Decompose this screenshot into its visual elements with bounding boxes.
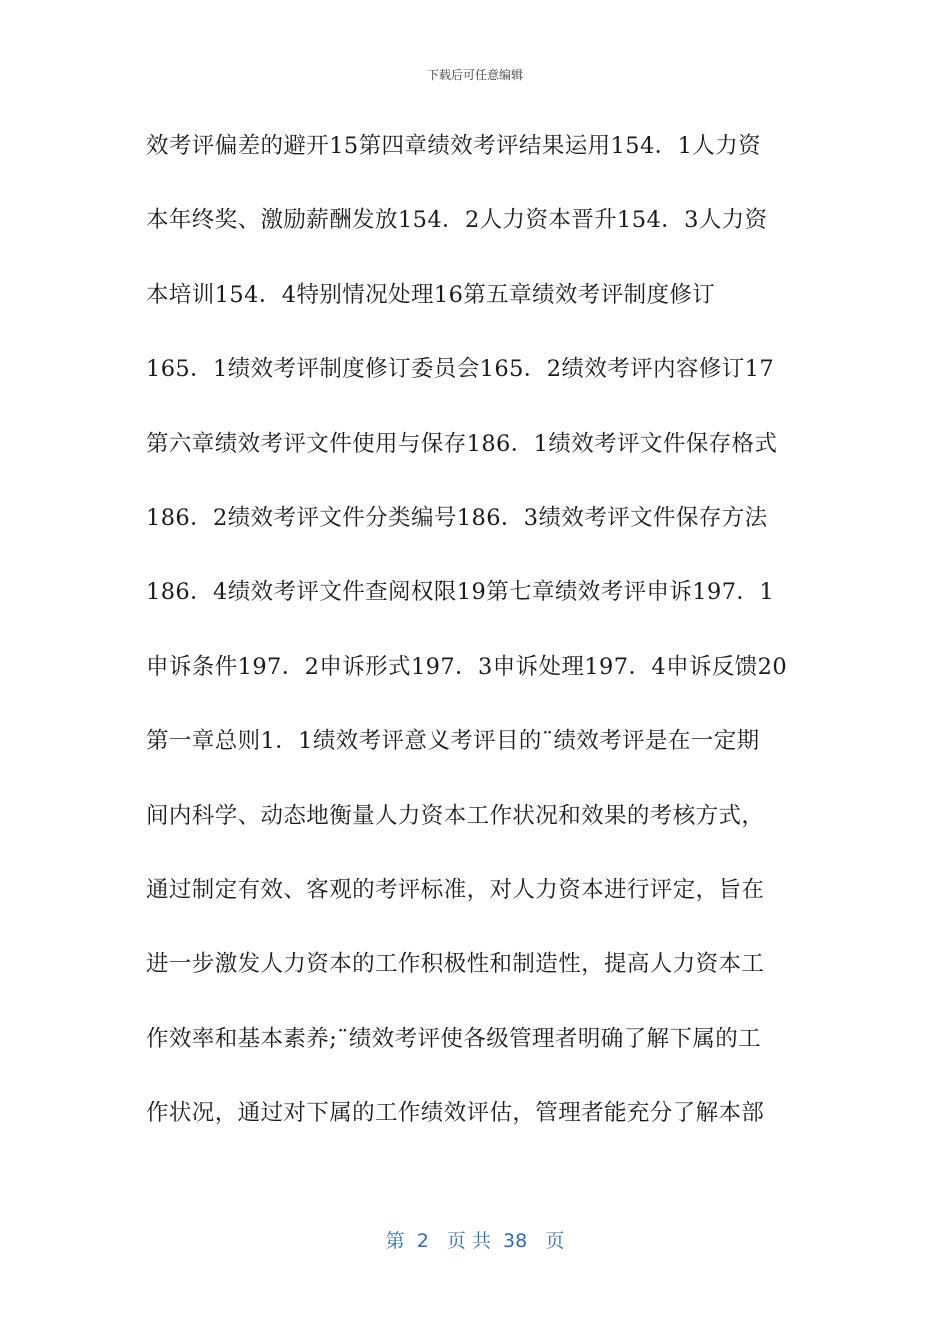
text-line: 本培训154．4特别情况处理16第五章绩效考评制度修订: [146, 281, 716, 308]
text-line: 第一章总则1．1绩效考评意义考评目的¨绩效考评是在一定期: [146, 728, 760, 755]
document-body: [146, 128, 806, 1169]
text-line: 186．4绩效考评文件查阅权限19第七章绩效考评申诉197．1: [146, 579, 775, 606]
text-line: 效考评偏差的避开15第四章绩效考评结果运用154．1人力资: [146, 133, 761, 159]
text-line: 165．1绩效考评制度修订委员会165．2绩效考评内容修订17: [146, 356, 775, 383]
text-line: 申诉条件197．2申诉形式197．3申诉处理197．4申诉反馈20: [146, 653, 788, 680]
text-line: 186．2绩效考评文件分类编号186．3绩效考评文件保存方法: [146, 504, 768, 531]
text-line: 通过制定有效、客观的考评标准，对人力资本进行评定，旨在: [146, 876, 765, 903]
text-line: 第六章绩效考评文件使用与保存186．1绩效考评文件保存格式: [146, 430, 778, 457]
text-line: 间内科学、动态地衡量人力资本工作状况和效果的考核方式，: [146, 802, 765, 829]
text-line: 本年终奖、激励薪酬发放154．2人力资本晋升154．3人力资: [146, 207, 768, 234]
text-line: 作状况，通过对下属的工作绩效评估，管理者能充分了解本部: [146, 1100, 765, 1127]
text-line: 作效率和基本素养;¨绩效考评使各级管理者明确了解下属的工: [146, 1025, 762, 1052]
page-number-footer: 第 2 页 共 38 页: [385, 1230, 565, 1252]
page-header: 下载后可任意编辑: [426, 68, 523, 82]
text-line: 进一步激发人力资本的工作积极性和制造性，提高人力资本工: [146, 951, 765, 978]
